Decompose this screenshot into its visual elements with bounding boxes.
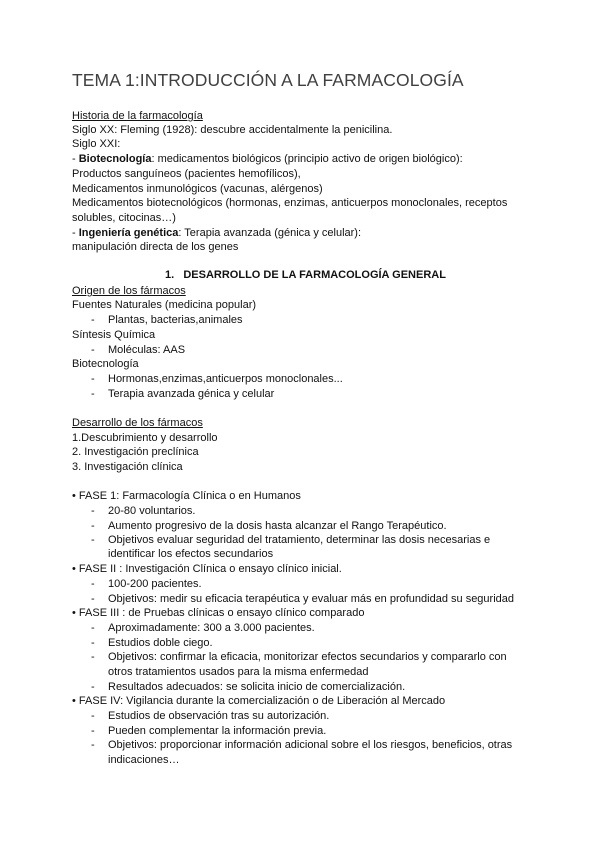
historia-line: Siglo XXI:	[72, 138, 121, 150]
dash-bullet: -	[91, 373, 95, 385]
biotec-label: Biotecnología	[72, 358, 139, 370]
fase1-label: • FASE 1: Farmacología Clínica o en Humanos	[72, 490, 301, 502]
list-item: Objetivos: medir su eficacia terapéutica y evaluar más en profundidad su seguridad	[108, 593, 515, 605]
list-item: 100-200 pacientes.	[108, 578, 202, 590]
biotec-item: Medicamentos biotecnológicos (hormonas, enzimas, anticuerpos monoclonales, receptos	[72, 197, 508, 209]
dash-bullet: -	[91, 710, 95, 722]
list-item: Estudios doble ciego.	[108, 637, 213, 649]
dash-bullet: -	[91, 622, 95, 634]
genetica-line: - Ingeniería genética: Terapia avanzada (génica y celular):	[72, 227, 362, 239]
biotec-item: solubles, citocinas…)	[72, 212, 176, 224]
desarrollo-line: 3. Investigación clínica	[72, 461, 183, 473]
fase4-label: • FASE IV: Vigilancia durante la comercialización o de Liberación al Mercado	[72, 695, 446, 707]
list-item-continued: indicaciones…	[108, 754, 180, 766]
dash-bullet: -	[91, 739, 95, 751]
sintesis-label: Síntesis Química	[72, 329, 156, 341]
desarrollo-line: 2. Investigación preclínica	[72, 446, 199, 458]
desarrollo-heading: Desarrollo de los fármacos	[72, 417, 203, 429]
list-item-continued: identificar los efectos secundarios	[108, 548, 274, 560]
historia-heading: Historia de la farmacología	[72, 110, 203, 122]
genetica-label: Ingeniería genética	[78, 227, 179, 239]
list-item-continued: otros tratamientos usados para la misma enfermedad	[108, 666, 369, 678]
biotec-line: - Biotecnología: medicamentos biológicos (principio activo de origen biológico):	[72, 153, 463, 165]
list-item: Estudios de observación tras su autorización.	[108, 710, 330, 722]
historia-line: Siglo XX: Fleming (1928): descubre accidentalmente la penicilina.	[72, 124, 393, 136]
origen-heading: Origen de los fármacos	[72, 285, 186, 297]
dash-bullet: -	[91, 651, 95, 663]
section-heading	[165, 269, 446, 281]
dash-bullet: -	[91, 344, 95, 356]
list-item: Objetivos evaluar seguridad del tratamiento, determinar las dosis necesarias e	[108, 534, 491, 546]
section-number: 1.	[165, 269, 175, 281]
list-item: Resultados adecuados: se solicita inicio de comercialización.	[108, 681, 406, 693]
dash-bullet: -	[91, 314, 95, 326]
list-item: Moléculas: AAS	[108, 344, 186, 356]
biotec-item: Productos sanguíneos (pacientes hemofílicos),	[72, 168, 301, 180]
biotec-label: Biotecnología	[78, 153, 152, 165]
desarrollo-line: 1.Descubrimiento y desarrollo	[72, 432, 218, 444]
list-item: Plantas, bacterias,animales	[108, 314, 243, 326]
biotec-item: Medicamentos inmunológicos (vacunas, alérgenos)	[72, 183, 323, 195]
dash-bullet: -	[91, 637, 95, 649]
list-item: Objetivos: confirmar la eficacia, monitorizar efectos secundarios y compararlo con	[108, 651, 507, 663]
page-title: TEMA 1:INTRODUCCIÓN A LA FARMACOLOGÍA	[72, 70, 464, 90]
biotec-rest: : medicamentos biológicos (principio activo de origen biológico):	[151, 153, 463, 165]
dash-bullet: -	[91, 388, 95, 400]
list-item: Objetivos: proporcionar información adicional sobre el los riesgos, beneficios, otras	[108, 739, 513, 751]
list-item: Pueden complementar la información previa.	[108, 725, 327, 737]
list-item: Aproximadamente: 300 a 3.000 pacientes.	[108, 622, 315, 634]
dash-bullet: -	[91, 725, 95, 737]
fase2-label: • FASE II : Investigación Clínica o ensayo clínico inicial.	[72, 563, 342, 575]
dash-bullet: -	[91, 534, 95, 546]
section-title: DESARROLLO DE LA FARMACOLOGÍA GENERAL	[183, 269, 446, 281]
list-item: Terapia avanzada génica y celular	[108, 388, 275, 400]
list-item: Aumento progresivo de la dosis hasta alcanzar el Rango Terapéutico.	[108, 520, 447, 532]
dash-bullet: -	[91, 505, 95, 517]
list-item: 20-80 voluntarios.	[108, 505, 196, 517]
fase3-label: • FASE III : de Pruebas clínicas o ensayo clínico comparado	[72, 607, 365, 619]
list-item: Hormonas,enzimas,anticuerpos monoclonales...	[108, 373, 343, 385]
dash-bullet: -	[91, 593, 95, 605]
fuentes-label: Fuentes Naturales (medicina popular)	[72, 299, 257, 311]
dash-bullet: -	[91, 681, 95, 693]
dash-bullet: -	[91, 520, 95, 532]
genetica-detail: manipulación directa de los genes	[72, 241, 239, 253]
genetica-rest: : Terapia avanzada (génica y celular):	[178, 227, 362, 239]
dash-bullet: -	[91, 578, 95, 590]
